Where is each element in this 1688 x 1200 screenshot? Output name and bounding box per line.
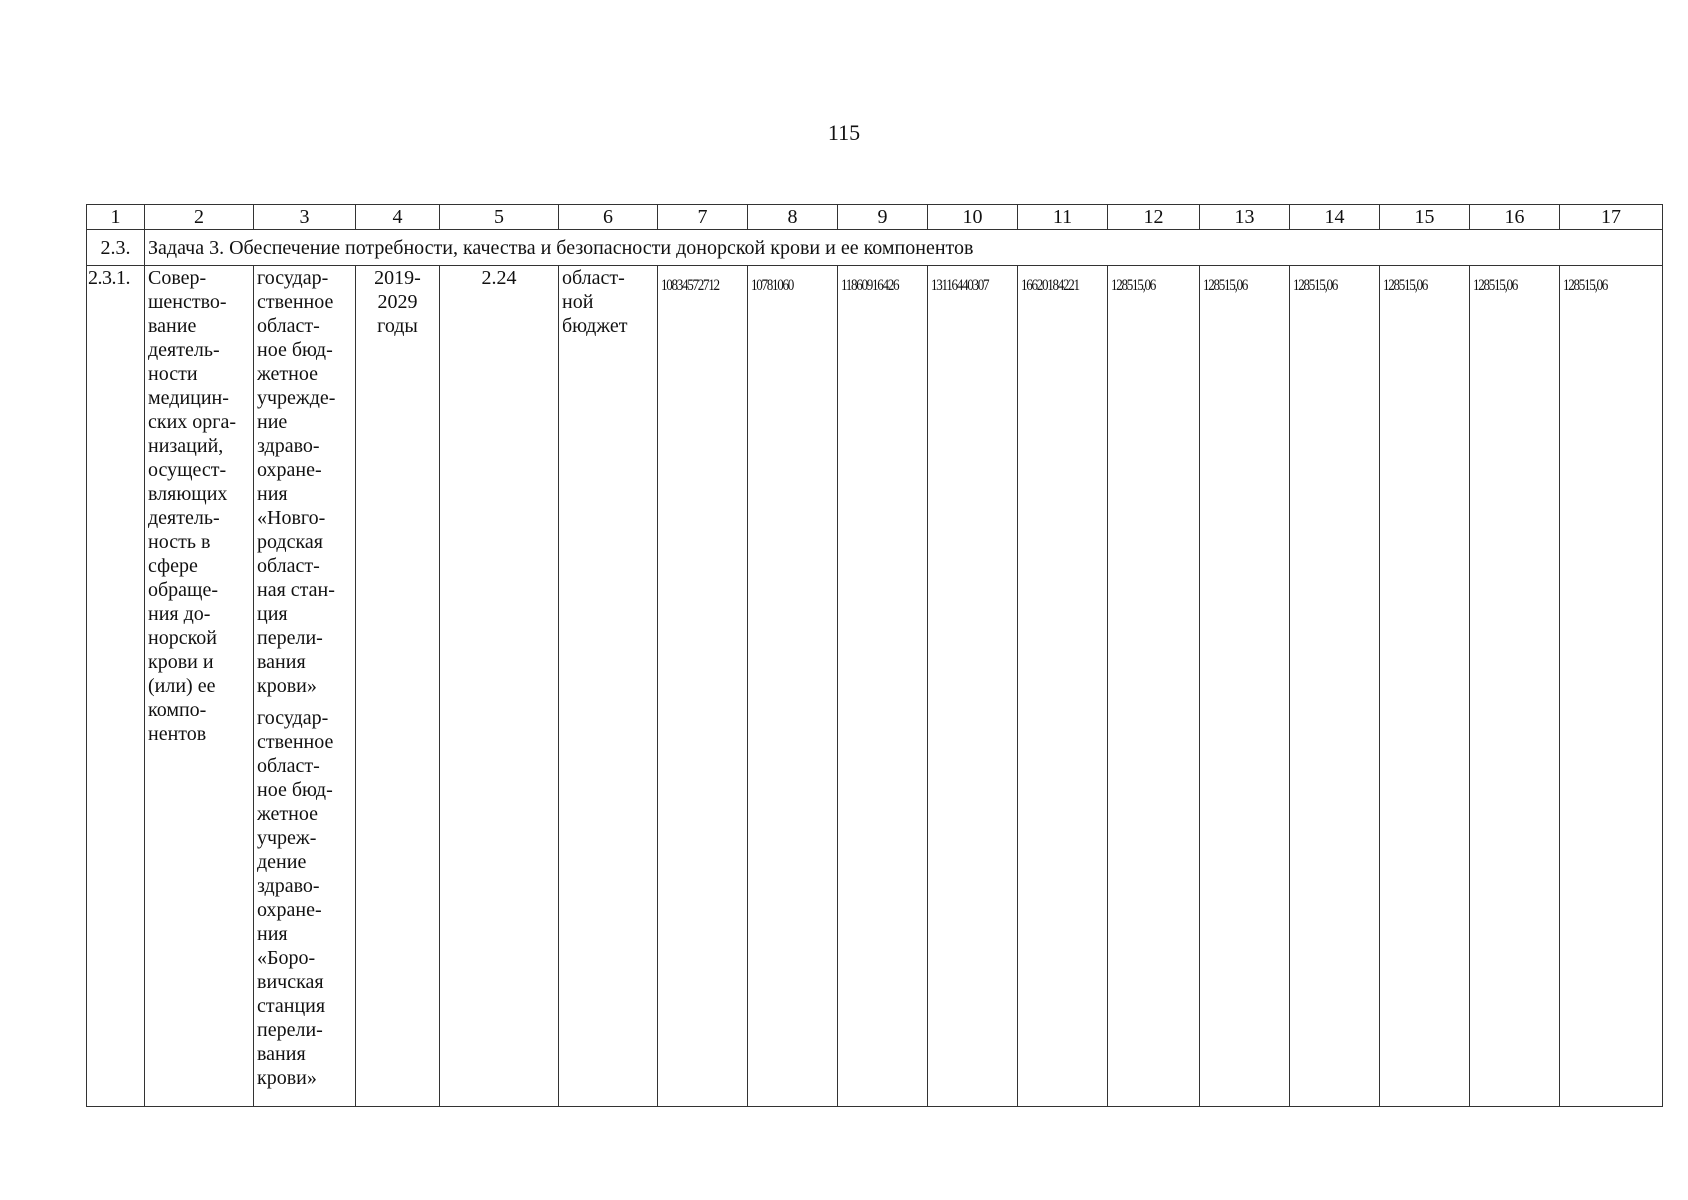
program-table bbox=[86, 204, 1663, 1107]
task-number: 2.3. bbox=[87, 230, 145, 266]
amount-value: 13116440307 bbox=[931, 277, 989, 294]
column-number-row bbox=[87, 205, 1663, 230]
table-row bbox=[87, 266, 1663, 1107]
amount-value: 128515,06 bbox=[1111, 277, 1155, 294]
indicator-number: 2.24 bbox=[440, 266, 559, 1107]
column-header: 14 bbox=[1290, 205, 1380, 230]
amount-cell bbox=[1560, 266, 1663, 1107]
column-header: 17 bbox=[1560, 205, 1663, 230]
item-name: Совер- шенство- вание деятель- ности медицин- ских орга- низаций, осущест- вляющих деятель- ность в сфере обраще- ния до- норской крови и (или) ее компо- нентов bbox=[145, 266, 254, 1107]
column-header: 15 bbox=[1380, 205, 1470, 230]
amount-cell bbox=[1470, 266, 1560, 1107]
amount-value: 128515,06 bbox=[1293, 277, 1337, 294]
amount-cell bbox=[1380, 266, 1470, 1107]
column-header: 3 bbox=[254, 205, 356, 230]
column-header: 13 bbox=[1200, 205, 1290, 230]
item-number: 2.3.1. bbox=[87, 266, 145, 1107]
column-header: 2 bbox=[145, 205, 254, 230]
page-number: 115 bbox=[827, 120, 861, 145]
amount-cell bbox=[748, 266, 838, 1107]
amount-cell bbox=[658, 266, 748, 1107]
column-header: 9 bbox=[838, 205, 928, 230]
amount-value: 128515,06 bbox=[1383, 277, 1427, 294]
column-header: 10 bbox=[928, 205, 1018, 230]
amount-value: 128515,06 bbox=[1473, 277, 1517, 294]
column-header: 12 bbox=[1108, 205, 1200, 230]
executor-cell bbox=[254, 266, 356, 1107]
column-header: 5 bbox=[440, 205, 559, 230]
amount-cell bbox=[1108, 266, 1200, 1107]
column-header: 11 bbox=[1018, 205, 1108, 230]
column-header: 8 bbox=[748, 205, 838, 230]
amount-value: 10834572712 bbox=[661, 277, 719, 294]
amount-cell bbox=[928, 266, 1018, 1107]
amount-value: 128515,06 bbox=[1563, 277, 1607, 294]
amount-value: 11860916426 bbox=[841, 277, 899, 294]
amount-cell bbox=[838, 266, 928, 1107]
column-header: 6 bbox=[559, 205, 658, 230]
amount-value: 128515,06 bbox=[1203, 277, 1247, 294]
column-header: 7 bbox=[658, 205, 748, 230]
column-header: 16 bbox=[1470, 205, 1560, 230]
executor-borovichi: государ- ственное област- ное бюд- жетное учреж- дение здраво- охране- ния «Боро- вичская станция перели- вания крови» bbox=[257, 707, 334, 1089]
column-header: 1 bbox=[87, 205, 145, 230]
amount-cell bbox=[1018, 266, 1108, 1107]
amount-cell bbox=[1290, 266, 1380, 1107]
task-title: Задача 3. Обеспечение потребности, качества и безопасности донорской крови и ее компонентов bbox=[145, 230, 1663, 266]
task-row bbox=[87, 230, 1663, 266]
amount-value: 10781060 bbox=[751, 277, 793, 294]
amount-cell bbox=[1200, 266, 1290, 1107]
executor-novgorod: государ- ственное област- ное бюд- жетное учрежде- ние здраво- охране- ния «Новго- родская област- ная стан- ция перели- вания крови» bbox=[257, 267, 336, 697]
period: 2019- 2029 годы bbox=[356, 266, 440, 1107]
column-header: 4 bbox=[356, 205, 440, 230]
amount-value: 16620184221 bbox=[1021, 277, 1079, 294]
funding-source: област- ной бюджет bbox=[559, 266, 658, 1107]
